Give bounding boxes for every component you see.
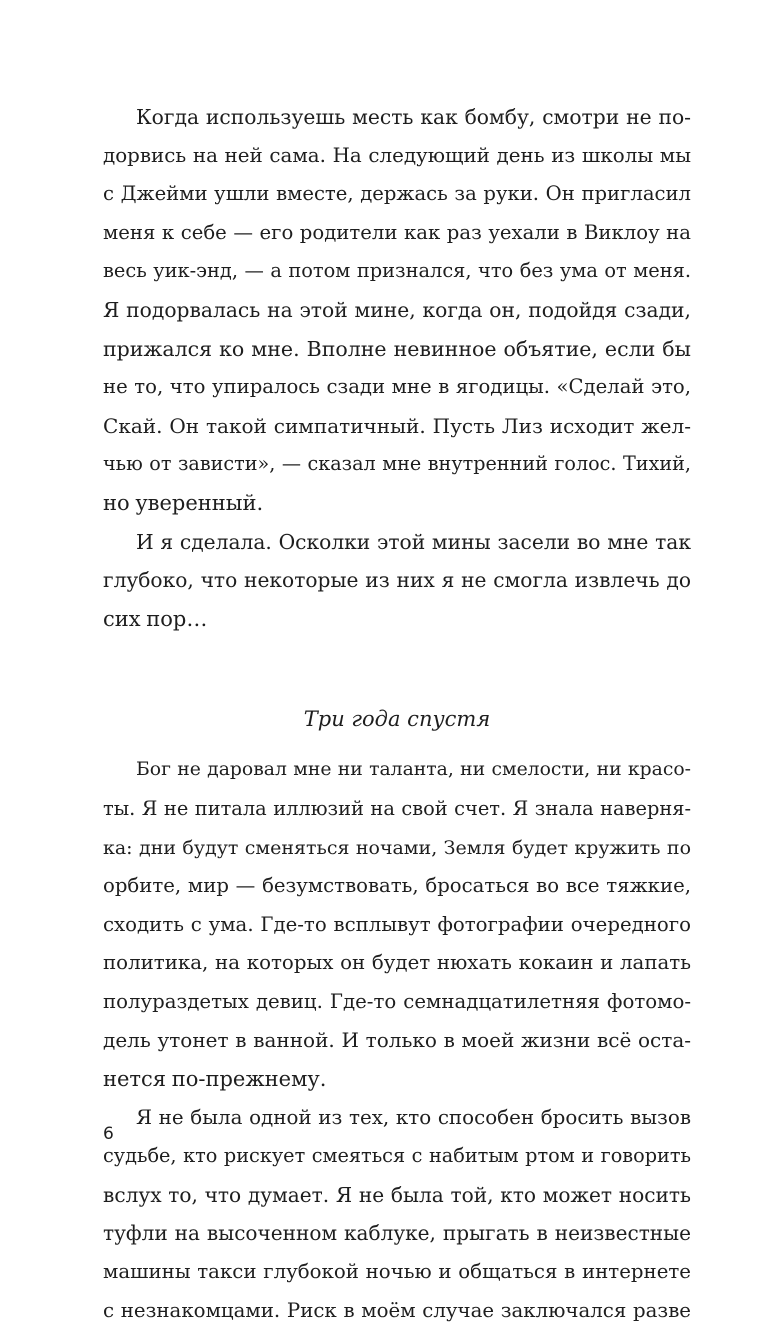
text-line: туфли на высоченном каблуке, прыгать в неизвестные [103, 1221, 691, 1246]
text-line: нется по-прежнему. [103, 1067, 327, 1092]
text-line: машины такси глубокой ночью и общаться в интернете [103, 1260, 691, 1284]
text-line: меня к себе — его родители как раз уехали в Виклоу на [103, 220, 691, 244]
text-line: ты. Я не питала иллюзий на свой счет. Я знала наверня- [103, 796, 691, 820]
section-break [103, 638, 691, 700]
text-line: сходить с ума. Где-то всплывут фотографии очередного [103, 912, 691, 936]
paragraph-1 [103, 98, 691, 523]
section-heading: Три года спустя [303, 707, 491, 732]
text-line: с Джейми ушли вместе, держась за руки. Он пригласил [103, 182, 691, 206]
text-line: вслух то, что думает. Я не была той, кто может носить [103, 1182, 691, 1207]
text-line: глубоко, что некоторые из них я не смогла извлечь до [103, 568, 691, 593]
text-line: дель утонет в ванной. И только в моей жизни всё оста- [103, 1028, 691, 1053]
text-line: но уверенный. [103, 490, 264, 515]
text-line: судьбе, кто рискует смеяться с набитым ртом и говорить [103, 1144, 691, 1168]
text-line: дорвись на ней сама. На следующий день из школы мы [103, 143, 691, 167]
text-line: сих пор… [103, 606, 208, 631]
text-line: с незнакомцами. Риск в моём случае заключался разве [103, 1298, 691, 1322]
text-line: весь уик-энд, — а потом признался, что без ума от меня. [103, 259, 691, 283]
text-line: И я сделала. Осколки этой мины засели во мне так [136, 529, 691, 554]
text-line: не то, что упиралось сзади мне в ягодицы. «Сделай это, [103, 375, 691, 399]
text-line: полураздетых девиц. Где-то семнадцатилетняя фотомо- [103, 989, 691, 1013]
paragraph-4 [103, 1099, 691, 1330]
page-number: 6 [103, 1124, 114, 1144]
text-line: чью от зависти», — сказал мне внутренний голос. Тихий, [103, 452, 691, 476]
text-line: ка: дни будут сменяться ночами, Земля будет кружить по [103, 836, 691, 859]
text-line: орбите, мир — безумствовать, бросаться во все тяжкие, [103, 874, 691, 898]
text-line: прижался ко мне. Вполне невинное объятие, если бы [103, 336, 691, 361]
text-line: Скай. Он такой симпатичный. Пусть Лиз исходит жел- [103, 413, 691, 438]
paragraph-2 [103, 523, 691, 639]
text-line: Бог не даровал мне ни таланта, ни смелости, ни красо- [136, 759, 691, 781]
text-line: политика, на которых он будет нюхать кокаин и лапать [103, 951, 691, 975]
text-line: Когда используешь месть как бомбу, смотри не по- [136, 105, 691, 129]
paragraph-3 [103, 751, 691, 1098]
book-page-body [103, 98, 691, 1330]
text-line: Я подорвалась на этой мине, когда он, подойдя сзади, [103, 297, 691, 322]
text-line: Я не была одной из тех, кто способен бросить вызов [136, 1105, 691, 1129]
